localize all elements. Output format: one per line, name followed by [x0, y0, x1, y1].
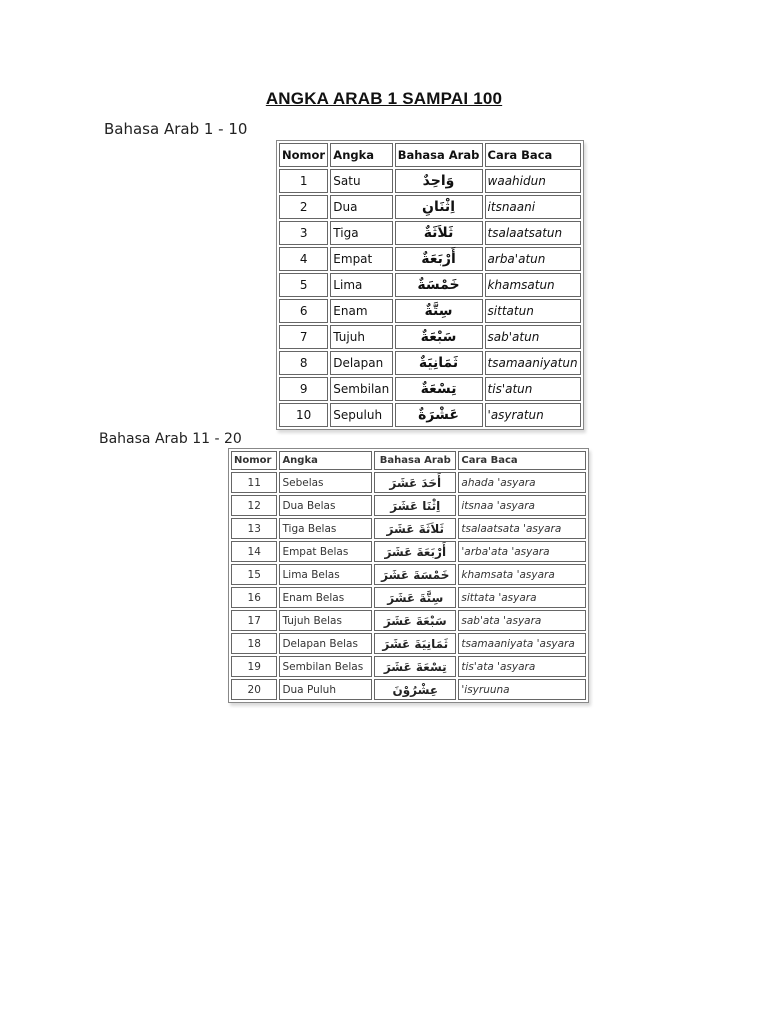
- table-arab-11-20: [228, 448, 589, 703]
- cell-cara-baca: tsalaatsata 'asyara: [458, 518, 586, 539]
- cell-nomor: 12: [231, 495, 277, 516]
- cell-bahasa-arab: اِثْنَا عَشَرَ: [374, 495, 456, 516]
- cell-nomor: 18: [231, 633, 277, 654]
- header-angka: Angka: [279, 451, 372, 470]
- table-row: [231, 518, 586, 539]
- cell-bahasa-arab: أَرْبَعَةٌ: [395, 247, 483, 271]
- cell-bahasa-arab: خَمْسَةٌ: [395, 273, 483, 297]
- cell-cara-baca: tis'atun: [485, 377, 581, 401]
- cell-bahasa-arab: ثَمَانِيَةَ عَشَرَ: [374, 633, 456, 654]
- cell-cara-baca: 'asyratun: [485, 403, 581, 427]
- cell-nomor: 4: [279, 247, 328, 271]
- cell-nomor: 5: [279, 273, 328, 297]
- cell-bahasa-arab: ثَلاَثَةَ عَشَرَ: [374, 518, 456, 539]
- cell-nomor: 11: [231, 472, 277, 493]
- cell-angka: Tujuh: [330, 325, 392, 349]
- cell-bahasa-arab: وَاحِدٌ: [395, 169, 483, 193]
- table-row: [231, 679, 586, 700]
- cell-angka: Enam Belas: [279, 587, 372, 608]
- cell-nomor: 8: [279, 351, 328, 375]
- cell-cara-baca: arba'atun: [485, 247, 581, 271]
- cell-bahasa-arab: عِشْرُوْنَ: [374, 679, 456, 700]
- cell-angka: Sembilan Belas: [279, 656, 372, 677]
- cell-bahasa-arab: سِتَّةَ عَشَرَ: [374, 587, 456, 608]
- cell-nomor: 3: [279, 221, 328, 245]
- cell-nomor: 6: [279, 299, 328, 323]
- header-nomor: Nomor: [231, 451, 277, 470]
- table-header-row: [279, 143, 581, 167]
- cell-bahasa-arab: سَبْعَةَ عَشَرَ: [374, 610, 456, 631]
- table-row: [231, 495, 586, 516]
- cell-angka: Delapan: [330, 351, 392, 375]
- cell-cara-baca: sittata 'asyara: [458, 587, 586, 608]
- table-row: [279, 325, 581, 349]
- table-row: [279, 247, 581, 271]
- cell-cara-baca: sab'ata 'asyara: [458, 610, 586, 631]
- cell-angka: Sepuluh: [330, 403, 392, 427]
- cell-angka: Enam: [330, 299, 392, 323]
- cell-angka: Sebelas: [279, 472, 372, 493]
- header-nomor: Nomor: [279, 143, 328, 167]
- cell-cara-baca: tis'ata 'asyara: [458, 656, 586, 677]
- header-cara-baca: Cara Baca: [485, 143, 581, 167]
- cell-angka: Dua Puluh: [279, 679, 372, 700]
- cell-angka: Empat: [330, 247, 392, 271]
- cell-cara-baca: 'isyruuna: [458, 679, 586, 700]
- cell-nomor: 16: [231, 587, 277, 608]
- cell-bahasa-arab: أَحَدَ عَشَرَ: [374, 472, 456, 493]
- cell-nomor: 1: [279, 169, 328, 193]
- cell-nomor: 14: [231, 541, 277, 562]
- cell-cara-baca: tsamaaniyata 'asyara: [458, 633, 586, 654]
- cell-angka: Delapan Belas: [279, 633, 372, 654]
- header-bahasa-arab: Bahasa Arab: [374, 451, 456, 470]
- cell-nomor: 9: [279, 377, 328, 401]
- cell-cara-baca: khamsata 'asyara: [458, 564, 586, 585]
- header-bahasa-arab: Bahasa Arab: [395, 143, 483, 167]
- cell-cara-baca: waahidun: [485, 169, 581, 193]
- cell-nomor: 2: [279, 195, 328, 219]
- cell-bahasa-arab: أَرْبَعَةَ عَشَرَ: [374, 541, 456, 562]
- cell-angka: Empat Belas: [279, 541, 372, 562]
- page-title: ANGKA ARAB 1 SAMPAI 100: [265, 89, 503, 108]
- cell-bahasa-arab: عَشْرَةٌ: [395, 403, 483, 427]
- table-row: [279, 273, 581, 297]
- table-row: [279, 221, 581, 245]
- cell-nomor: 15: [231, 564, 277, 585]
- cell-nomor: 7: [279, 325, 328, 349]
- cell-angka: Tiga Belas: [279, 518, 372, 539]
- cell-cara-baca: sab'atun: [485, 325, 581, 349]
- table-row: [231, 564, 586, 585]
- cell-angka: Tujuh Belas: [279, 610, 372, 631]
- header-angka: Angka: [330, 143, 392, 167]
- cell-nomor: 17: [231, 610, 277, 631]
- cell-angka: Dua: [330, 195, 392, 219]
- table-arab-1-10: [276, 140, 584, 430]
- table-row: [231, 541, 586, 562]
- table-row: [279, 195, 581, 219]
- table-row: [231, 472, 586, 493]
- table-row: [279, 377, 581, 401]
- cell-cara-baca: tsalaatsatun: [485, 221, 581, 245]
- table-row: [279, 299, 581, 323]
- table-row: [279, 351, 581, 375]
- cell-nomor: 10: [279, 403, 328, 427]
- header-cara-baca: Cara Baca: [458, 451, 586, 470]
- cell-bahasa-arab: اِثْنَانِ: [395, 195, 483, 219]
- table-row: [279, 403, 581, 427]
- cell-bahasa-arab: خَمْسَةَ عَشَرَ: [374, 564, 456, 585]
- table-row: [231, 610, 586, 631]
- table-row: [231, 587, 586, 608]
- cell-cara-baca: itsnaani: [485, 195, 581, 219]
- cell-angka: Lima: [330, 273, 392, 297]
- section-label-1-10: Bahasa Arab 1 - 10: [104, 120, 248, 138]
- cell-bahasa-arab: تِسْعَةٌ: [395, 377, 483, 401]
- cell-cara-baca: 'arba'ata 'asyara: [458, 541, 586, 562]
- cell-bahasa-arab: سِتَّةٌ: [395, 299, 483, 323]
- table-row: [231, 656, 586, 677]
- cell-nomor: 13: [231, 518, 277, 539]
- cell-cara-baca: tsamaaniyatun: [485, 351, 581, 375]
- section-label-11-20: Bahasa Arab 11 - 20: [99, 431, 242, 447]
- table-row: [231, 633, 586, 654]
- cell-bahasa-arab: سَبْعَةٌ: [395, 325, 483, 349]
- cell-cara-baca: sittatun: [485, 299, 581, 323]
- cell-angka: Sembilan: [330, 377, 392, 401]
- cell-cara-baca: ahada 'asyara: [458, 472, 586, 493]
- table-row: [279, 169, 581, 193]
- cell-angka: Tiga: [330, 221, 392, 245]
- cell-angka: Dua Belas: [279, 495, 372, 516]
- cell-angka: Lima Belas: [279, 564, 372, 585]
- table-header-row: [231, 451, 586, 470]
- cell-bahasa-arab: ثَلاَثَةٌ: [395, 221, 483, 245]
- cell-bahasa-arab: تِسْعَةَ عَشَرَ: [374, 656, 456, 677]
- cell-cara-baca: khamsatun: [485, 273, 581, 297]
- cell-bahasa-arab: ثَمَانِيَةٌ: [395, 351, 483, 375]
- cell-nomor: 20: [231, 679, 277, 700]
- cell-nomor: 19: [231, 656, 277, 677]
- cell-cara-baca: itsnaa 'asyara: [458, 495, 586, 516]
- cell-angka: Satu: [330, 169, 392, 193]
